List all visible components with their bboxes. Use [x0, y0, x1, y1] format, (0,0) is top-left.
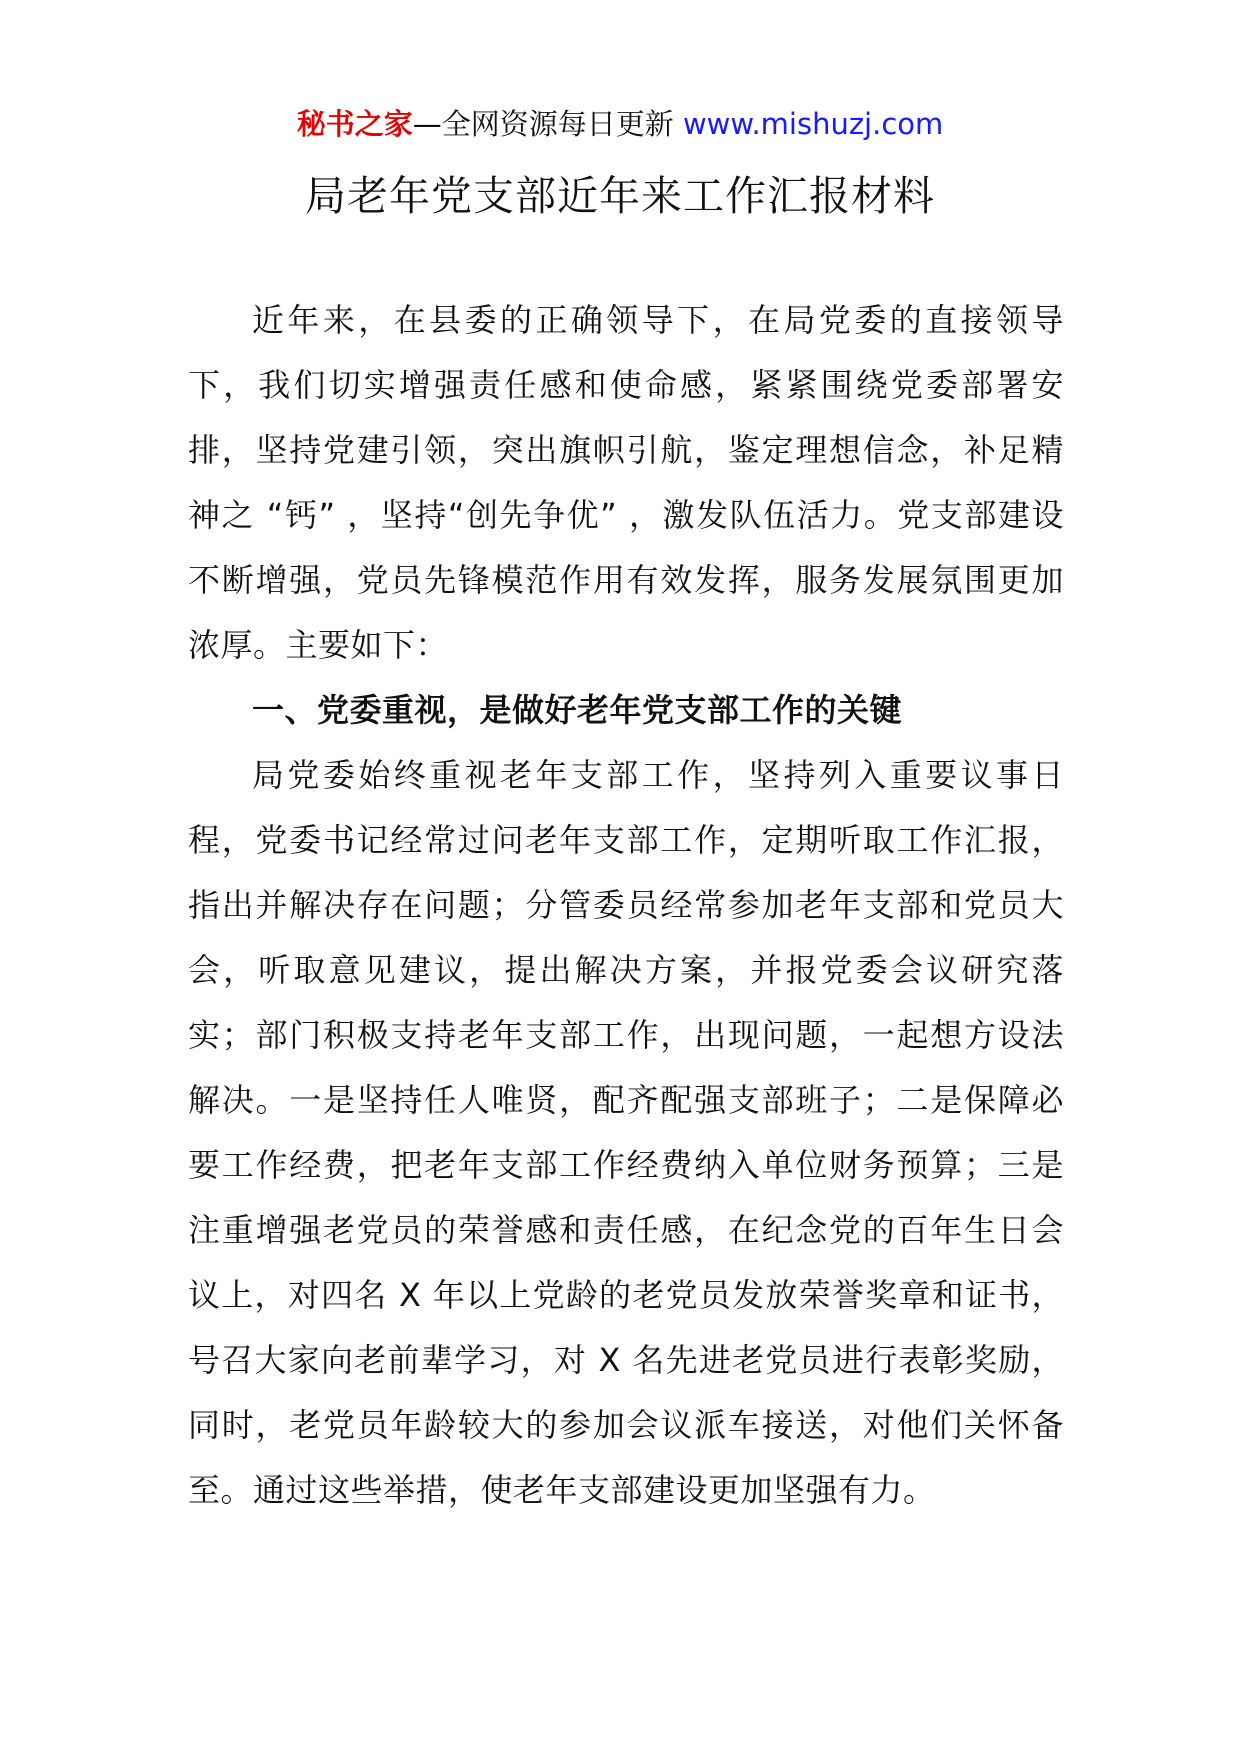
site-header	[0, 104, 1240, 144]
section-heading-1: 一、党委重视，是做好老年党支部工作的关键	[252, 691, 903, 729]
intro-paragraph: 近年来，在县委的正确领导下，在局党委的直接领导下，我们切实增强责任感和使命感，紧紧围绕党委部署安排，坚持党建引领，突出旗帜引航，鉴定理想信念，补足精神之 “钙” ，坚持“创先争优” ，激发队伍活力。党支部建设不断增强，党员先锋模范作用有效发挥，服务发展氛围更加浓厚。主要如下：	[188, 301, 1064, 664]
document-body	[188, 288, 1064, 1523]
site-brand: 秘书之家	[296, 107, 413, 141]
section-1-paragraph: 局党委始终重视老年支部工作，坚持列入重要议事日程，党委书记经常过问老年支部工作，定期听取工作汇报，指出并解决存在问题；分管委员经常参加老年支部和党员大会，听取意见建议，提出解决方案，并报党委会议研究落实；部门积极支持老年支部工作，出现问题，一起想方设法解决。一是坚持任人唯贤，配齐配强支部班子；二是保障必要工作经费，把老年支部工作经费纳入单位财务预算；三是注重增强老党员的荣誉感和责任感，在纪念党的百年生日会议上，对四名 X 年以上党龄的老党员发放荣誉奖章和证书，号召大家向老前辈学习，对 X 名先进老党员进行表彰奖励，同时，老党员年龄较大的参加会议派车接送，对他们关怀备至。通过这些举措，使老年支部建设更加坚强有力。	[188, 756, 1064, 1509]
document-title: 局老年党支部近年来工作汇报材料	[305, 172, 935, 220]
site-slogan: —全网资源每日更新	[412, 107, 674, 141]
site-url-link[interactable]: www.mishuzj.com	[682, 107, 944, 141]
